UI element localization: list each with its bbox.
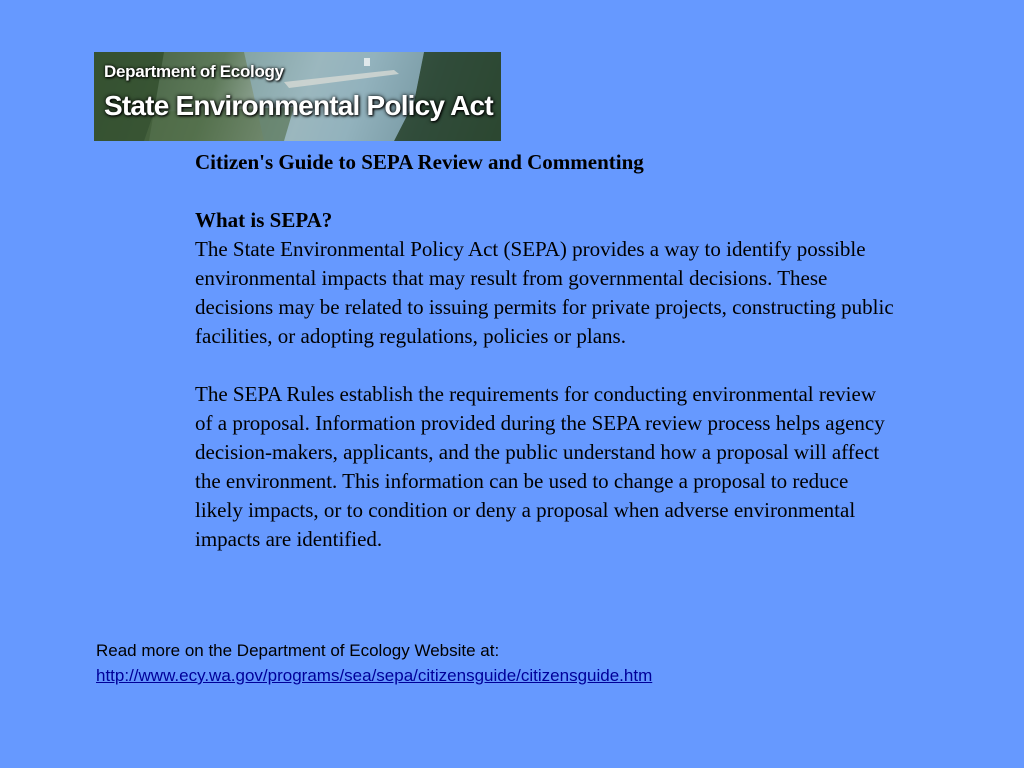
spacer xyxy=(195,177,895,206)
footer xyxy=(96,638,652,688)
section-heading: What is SEPA? xyxy=(195,208,333,232)
paragraph-what-is-sepa: The State Environmental Policy Act (SEPA) provides a way to identify possible environmental impacts that may result from governmental decisions. These decisions may be related to issuing permits for private projects, constructing public facilities, or adopting regulations, policies or plans. xyxy=(195,237,894,348)
spacer xyxy=(195,351,895,380)
page-title: Citizen's Guide to SEPA Review and Commenting xyxy=(195,150,644,174)
citizens-guide-link[interactable]: http://www.ecy.wa.gov/programs/sea/sepa/citizensguide/citizensguide.htm xyxy=(96,666,653,685)
footer-intro-text: Read more on the Department of Ecology Website at: xyxy=(96,641,500,660)
banner-department-title: Department of Ecology xyxy=(104,62,284,81)
paragraph-sepa-rules: The SEPA Rules establish the requirements for conducting environmental review of a proposal. Information provided during the SEPA review process helps agency decision-makers, applicants, and the public understand how a proposal will affect the environment. This information can be used to change a proposal to reduce likely impacts, or to condition or deny a proposal when adverse environmental impacts are identified. xyxy=(195,382,885,551)
banner-act-title: State Environmental Policy Act xyxy=(104,90,493,121)
main-content xyxy=(195,148,895,554)
header-banner xyxy=(94,52,501,141)
